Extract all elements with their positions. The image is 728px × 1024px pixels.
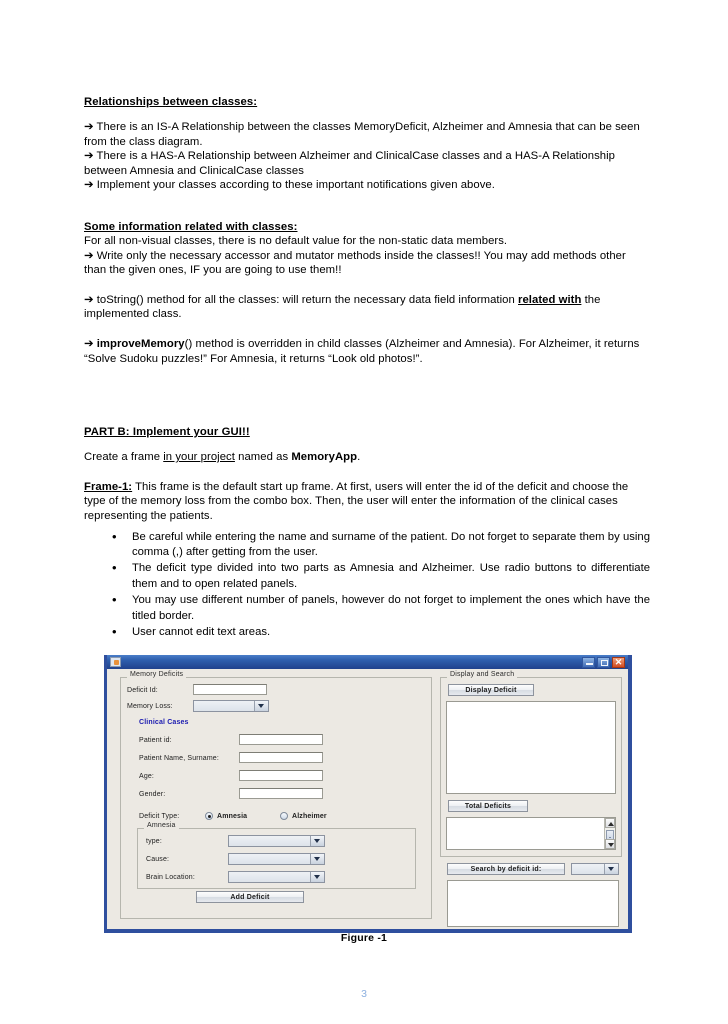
patient-name-input[interactable]	[239, 752, 323, 763]
memory-loss-combo-value	[194, 701, 254, 711]
total-deficits-scrollbar[interactable]	[604, 818, 615, 849]
display-and-search-panel	[440, 671, 622, 857]
memory-deficits-panel	[120, 671, 432, 919]
radio-alzheimer-label: Alzheimer	[292, 813, 327, 820]
gender-input[interactable]	[239, 788, 323, 799]
paragraph-nonvisual: For all non-visual classes, there is no default value for the non-static data members.	[84, 234, 508, 247]
document-body	[84, 96, 650, 641]
display-textarea[interactable]	[446, 701, 616, 794]
radio-amnesia-label: Amnesia	[217, 813, 248, 820]
chevron-down-icon	[310, 854, 324, 864]
age-input[interactable]	[239, 770, 323, 781]
deficit-type-label: Deficit Type:	[139, 813, 180, 820]
cause-combo-value	[229, 854, 310, 864]
heading-part-b: PART B: Implement your GUI!!	[84, 426, 250, 439]
figure-caption: Figure -1	[340, 932, 388, 944]
cause-combo[interactable]	[228, 853, 325, 865]
brain-location-combo-value	[229, 872, 310, 882]
age-label: Age:	[139, 773, 154, 780]
improve-arrow: ➔	[84, 337, 97, 350]
close-icon: ✕	[614, 656, 623, 667]
gender-label: Gender:	[139, 791, 166, 798]
heading-some-info: Some information related with classes:	[84, 220, 298, 233]
deficit-id-label: Deficit Id:	[127, 687, 158, 694]
create-frame-pre: Create a frame	[84, 451, 164, 464]
tostring-prefix: ➔ toString() method for all the classes: will return the necessary data field information	[84, 293, 519, 306]
total-deficits-textarea[interactable]	[446, 817, 616, 850]
brain-location-label: Brain Location:	[146, 874, 195, 881]
clinical-cases-label: Clinical Cases	[139, 719, 189, 726]
paragraph-frame1	[84, 480, 650, 524]
amnesia-subpanel-title: Amnesia	[144, 822, 179, 829]
paragraph-create-frame	[84, 450, 650, 465]
improve-rest: () method is overridden in child classes (Alzheimer and Amnesia). For Alzheimer, it returns “Solve Sudoku puzzles!” For Amnesia, it returns “Look old photos!”.	[84, 337, 640, 365]
cause-label: Cause:	[146, 856, 170, 863]
patient-name-label: Patient Name, Surname:	[139, 755, 219, 762]
type-combo[interactable]	[228, 835, 325, 847]
search-result-textarea[interactable]	[447, 880, 619, 927]
memory-loss-combo[interactable]	[193, 700, 269, 712]
paragraph-tostring	[84, 293, 650, 322]
create-frame-end: .	[357, 451, 361, 464]
frame1-text: This frame is the default start up frame. At first, users will enter the id of the deficit and choose the type of the memory loss from the combo box. Then, the user will enter the information of the clinical cases representing the patients.	[84, 480, 629, 522]
display-deficit-button[interactable]: Display Deficit	[448, 684, 534, 696]
chevron-down-icon	[254, 701, 268, 711]
paragraph-isa: ➔ There is an IS-A Relationship between the classes MemoryDeficit, Alzheimer and Amnesia that can be seen from the class diagram.	[84, 121, 640, 148]
close-button[interactable]	[612, 657, 625, 668]
list-item: • User cannot edit text areas.	[112, 625, 650, 640]
window-controls	[582, 657, 628, 668]
maximize-button[interactable]	[597, 657, 610, 668]
search-deficit-id-combo[interactable]	[571, 863, 619, 875]
frame1-label: Frame-1:	[84, 480, 133, 493]
type-combo-value	[229, 836, 310, 846]
window-titlebar	[107, 655, 628, 669]
tostring-emphasis: related with	[518, 293, 582, 306]
paragraph-implement: ➔ Implement your classes according to these important notifications given above.	[84, 179, 495, 192]
memoryapp-window	[104, 655, 632, 933]
chevron-down-icon	[310, 872, 324, 882]
paragraph-improvememory	[84, 337, 650, 366]
deficit-id-input[interactable]	[193, 684, 267, 695]
minimize-button[interactable]	[582, 657, 595, 668]
bullet-list	[84, 530, 650, 641]
page-number: 3	[361, 988, 367, 1000]
tostring-suffix: the implemented class.	[84, 293, 601, 321]
search-combo-value	[572, 864, 604, 874]
radio-alzheimer[interactable]	[280, 812, 288, 820]
chevron-down-icon	[310, 836, 324, 846]
memory-deficits-panel-title: Memory Deficits	[127, 671, 186, 678]
patient-id-input[interactable]	[239, 734, 323, 745]
create-frame-project: in your project	[163, 451, 235, 464]
memory-loss-label: Memory Loss:	[127, 703, 173, 710]
patient-id-label: Patient id:	[139, 737, 172, 744]
window-content	[110, 669, 625, 926]
java-app-icon	[110, 657, 121, 667]
type-label: type:	[146, 838, 162, 845]
heading-relationships: Relationships between classes:	[84, 96, 258, 108]
total-deficits-button[interactable]: Total Deficits	[448, 800, 528, 812]
scroll-down-arrow-icon[interactable]	[605, 839, 615, 849]
list-item: • You may use different number of panels, however do not forget to implement the ones which have the titled border.	[112, 593, 650, 624]
radio-amnesia[interactable]	[205, 812, 213, 820]
improve-method-name: improveMemory	[96, 337, 185, 350]
scroll-up-arrow-icon[interactable]	[605, 818, 615, 828]
brain-location-combo[interactable]	[228, 871, 325, 883]
amnesia-subpanel	[137, 822, 416, 889]
paragraph-hasa: ➔ There is a HAS-A Relationship between Alzheimer and ClinicalCase classes and a HAS-A Relationship between Amnesia and ClinicalCase classes	[84, 150, 615, 177]
create-frame-mid: named as	[234, 451, 292, 464]
add-deficit-button[interactable]: Add Deficit	[196, 891, 304, 903]
paragraph-accessors: ➔ Write only the necessary accessor and mutator methods inside the classes!! You may add methods other than the given ones, IF you are going to use them!!	[84, 249, 626, 277]
create-frame-appname: MemoryApp	[291, 451, 358, 464]
list-item: • The deficit type divided into two parts as Amnesia and Alzheimer. Use radio buttons to differentiate them and to open related panels.	[112, 561, 650, 592]
list-item: • Be careful while entering the name and surname of the patient. Do not forget to separate them by using comma (,) after getting from the user.	[112, 530, 650, 561]
chevron-down-icon	[604, 864, 618, 874]
search-by-deficit-id-button[interactable]: Search by deficit id:	[447, 863, 565, 875]
display-and-search-panel-title: Display and Search	[447, 671, 517, 678]
